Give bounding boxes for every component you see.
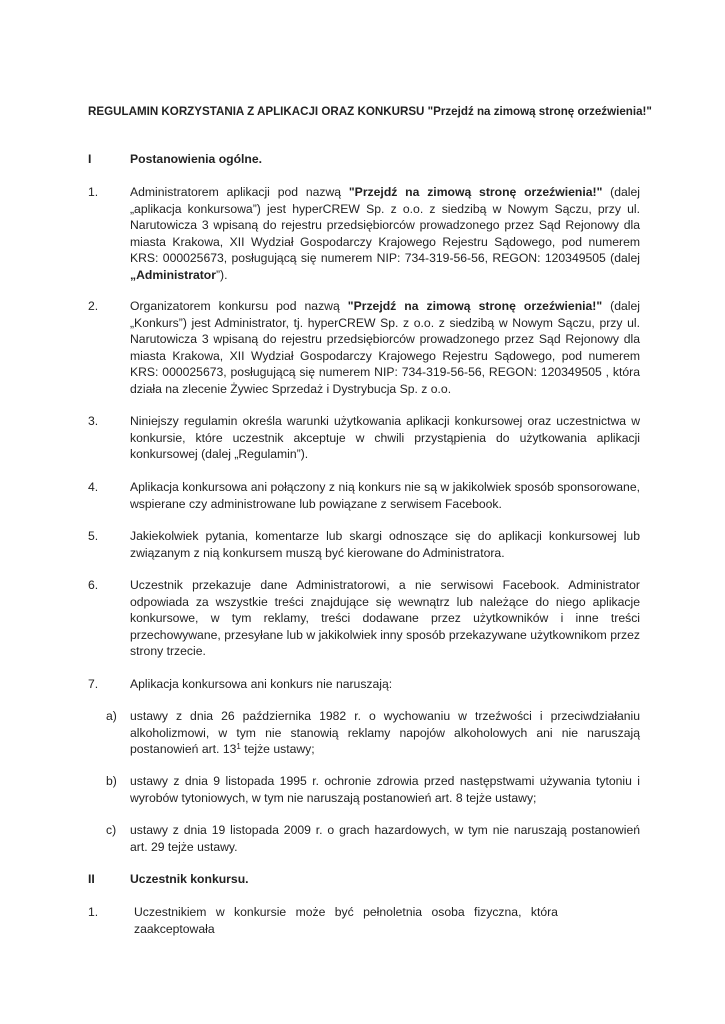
subitem-letter: a) (106, 709, 117, 723)
paragraph-2 (88, 298, 640, 397)
paragraph-number: 3. (88, 414, 99, 428)
paragraph-text: Organizatorem konkursu pod nazwą "Przejdź na zimową stronę orzeźwienia!" (dalej „Konkurs”) jest Administrator, tj. hyperCREW Sp. z o.o. z siedzibą w Nowym Sączu, przy ul. Narutowicza 3 wpisaną do rejestru przedsiębiorców prowadzonego przez Sąd Rejonowy dla miasta Krakowa, XII Wydział Gospodarczy Krajowego Rejestru Sądowego, pod numerem KRS: 000025673, posługującą się numerem NIP: 734-319-56-56, REGON: 120349505 , która działa na zlecenie Żywiec Sprzedaż i Dystrybucja Sp. z o.o. (130, 299, 640, 396)
paragraph-number: 6. (88, 578, 99, 592)
paragraph-number: 1. (88, 185, 99, 199)
paragraph-number: 1. (88, 905, 99, 919)
paragraph-text: Aplikacja konkursowa ani konkurs nie naruszają: (130, 677, 393, 691)
subitem-a (106, 708, 640, 758)
subitem-text: ustawy z dnia 19 listopada 2009 r. o grach hazardowych, w tym nie naruszają postanowień art. 29 tejże ustawy. (130, 823, 640, 854)
paragraph-number: 4. (88, 480, 99, 494)
paragraph-number: 5. (88, 529, 99, 543)
subitem-c (106, 822, 640, 855)
paragraph-text: Administratorem aplikacji pod nazwą "Przejdź na zimową stronę orzeźwienia!" (dalej „aplikacja konkursowa”) jest hyperCREW Sp. z o.o. z siedzibą w Nowym Sączu, przy ul. Narutowicza 3 wpisaną do rejestru przedsiębiorców prowadzonego przez Sąd Rejonowy dla miasta Krakowa, XII Wydział Gospodarczy Krajowego Rejestru Sądowego, pod numerem KRS: 000025673, posługującą się numerem NIP: 734-319-56-56, REGON: 120349505 (dalej „Administrator”). (130, 185, 640, 282)
paragraph-number: 7. (88, 677, 99, 691)
section-number: II (88, 872, 95, 886)
paragraph-5 (88, 528, 640, 561)
paragraph-text: Aplikacja konkursowa ani połączony z nią konkurs nie są w jakikolwiek sposób sponsorowane, wspierane czy administrowane lub powiązane z serwisem Facebook. (130, 480, 640, 511)
subitem-letter: b) (106, 774, 117, 788)
paragraph-text: Uczestnik przekazuje dane Administratorowi, a nie serwisowi Facebook. Administrator odpowiada za wszystkie treści znajdujące się wewnątrz lub należące do niego aplikacje konkursowe, w tym reklamy, treści dodawane przez użytkowników i inne treści przechowywane, przesyłane lub w jakikolwiek inny sposób przekazywane użytkownikom przez strony trzecie. (130, 578, 640, 658)
paragraph-1 (88, 184, 640, 283)
paragraph-3 (88, 413, 640, 463)
paragraph-4 (88, 479, 640, 512)
subitem-b (106, 773, 640, 806)
section-title: Uczestnik konkursu. (130, 872, 249, 886)
subitem-text: ustawy z dnia 26 października 1982 r. o wychowaniu w trzeźwości i przeciwdziałaniu alkoholizmowi, w tym nie stanowią reklamy napojów alkoholowych ani nie naruszają postanowień art. $13^1$ tejże ustawy; (130, 709, 640, 756)
subitem-text: ustawy z dnia 9 listopada 1995 r. ochronie zdrowia przed następstwami używania tytoniu i wyrobów tytoniowych, w tym nie naruszają postanowień art. 8 tejże ustawy; (130, 774, 640, 805)
section-number: I (88, 152, 92, 166)
paragraph-text: Niniejszy regulamin określa warunki użytkowania aplikacji konkursowej oraz uczestnictwa w konkursie, które uczestnik akceptuje w chwili przystąpienia do użytkowania aplikacji konkursowej (dalej „Regulamin”). (130, 414, 640, 461)
paragraph-number: 2. (88, 299, 99, 313)
paragraph-text: Jakiekolwiek pytania, komentarze lub skargi odnoszące się do aplikacji konkursowej lub związanym z nią konkursem muszą być kierowane do Administratora. (130, 529, 640, 560)
paragraph-7 (88, 676, 640, 693)
document-title: REGULAMIN KORZYSTANIA Z APLIKACJI ORAZ KONKURSU "Przejdź na zimową stronę orzeźwienia!" (88, 105, 652, 118)
subitem-letter: c) (106, 823, 117, 837)
paragraph-ii-1 (88, 904, 640, 937)
paragraph-6 (88, 577, 640, 660)
section-title: Postanowienia ogólne. (130, 152, 263, 166)
paragraph-text: Uczestnikiem w konkursie może być pełnoletnia osoba fizyczna, która zaakceptowała (134, 905, 558, 936)
